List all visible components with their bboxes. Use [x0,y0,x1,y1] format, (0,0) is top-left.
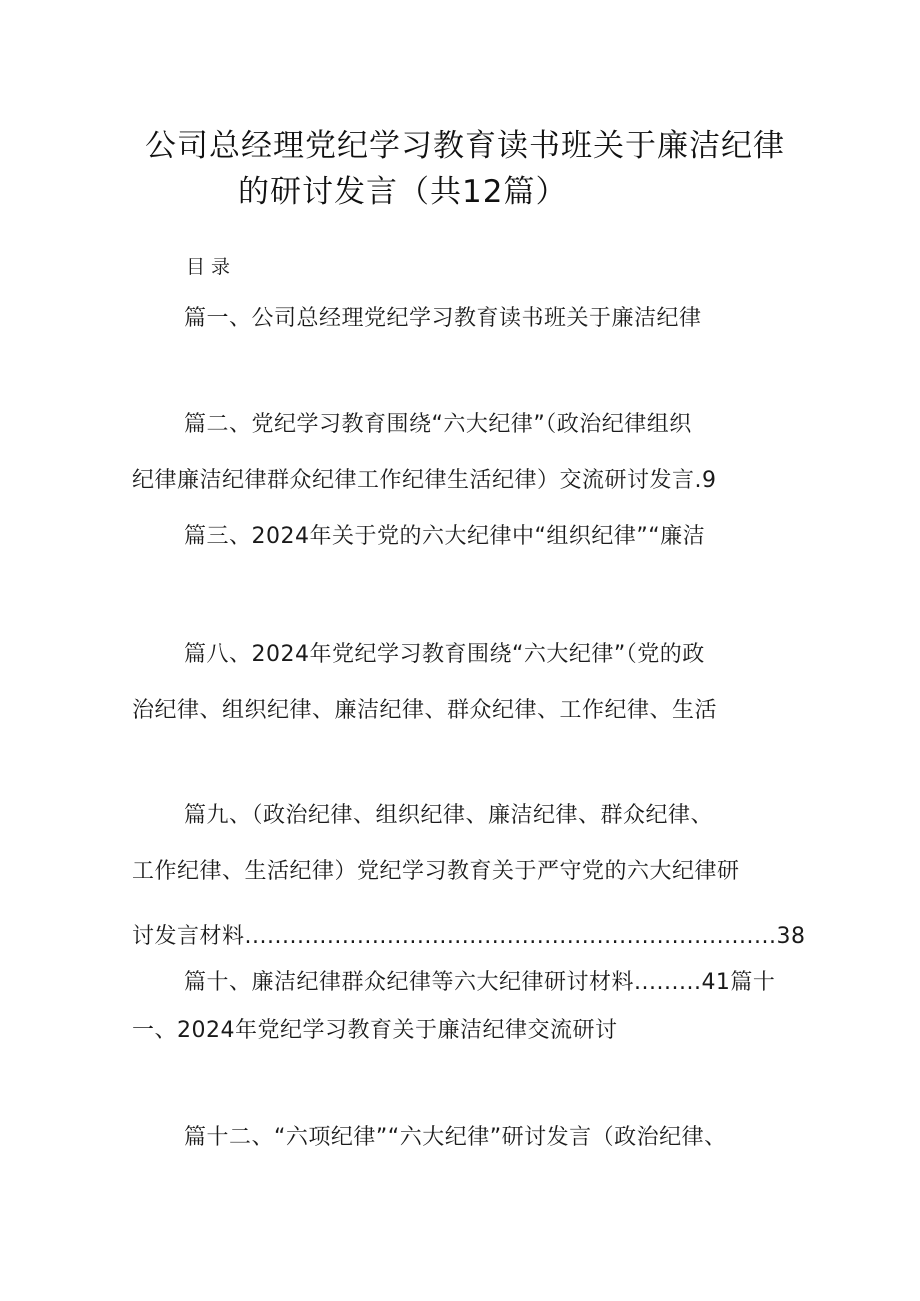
toc-line: 工作纪律、生活纪律）党纪学习教育关于严守党的六大纪律研 [132,859,740,884]
toc-line: 篇十、廉洁纪律群众纪律等六大纪律研讨材料.........41篇十 [184,970,776,995]
toc-line: 纪律廉洁纪律群众纪律工作纪律生活纪律）交流研讨发言.9 [132,468,717,493]
toc-line: 篇九、（政治纪律、组织纪律、廉洁纪律、群众纪律、 [184,803,714,828]
toc-line: 一、2024年党纪学习教育关于廉洁纪律交流研讨 [132,1018,618,1043]
toc-line: 篇十二、“六项纪律”“六大纪律”研讨发言（政治纪律、 [184,1125,727,1150]
toc-heading: 目录 [186,256,237,278]
toc-line: 篇一、公司总经理党纪学习教育读书班关于廉洁纪律 [184,306,702,331]
document-title-line-1: 公司总经理党纪学习教育读书班关于廉洁纪律 [145,128,785,164]
toc-line: 讨发言材料.......................................................................38 [132,924,806,949]
document-title-line-2: 的研讨发言（共12篇） [238,174,568,210]
toc-line: 治纪律、组织纪律、廉洁纪律、群众纪律、工作纪律、生活 [132,698,718,723]
toc-line: 篇三、2024年关于党的六大纪律中“组织纪律”“廉洁 [184,524,706,549]
toc-line: 篇二、党纪学习教育围绕“六大纪律”（政治纪律组织 [184,412,692,437]
toc-line: 篇八、2024年党纪学习教育围绕“六大纪律”（党的政 [184,642,705,667]
